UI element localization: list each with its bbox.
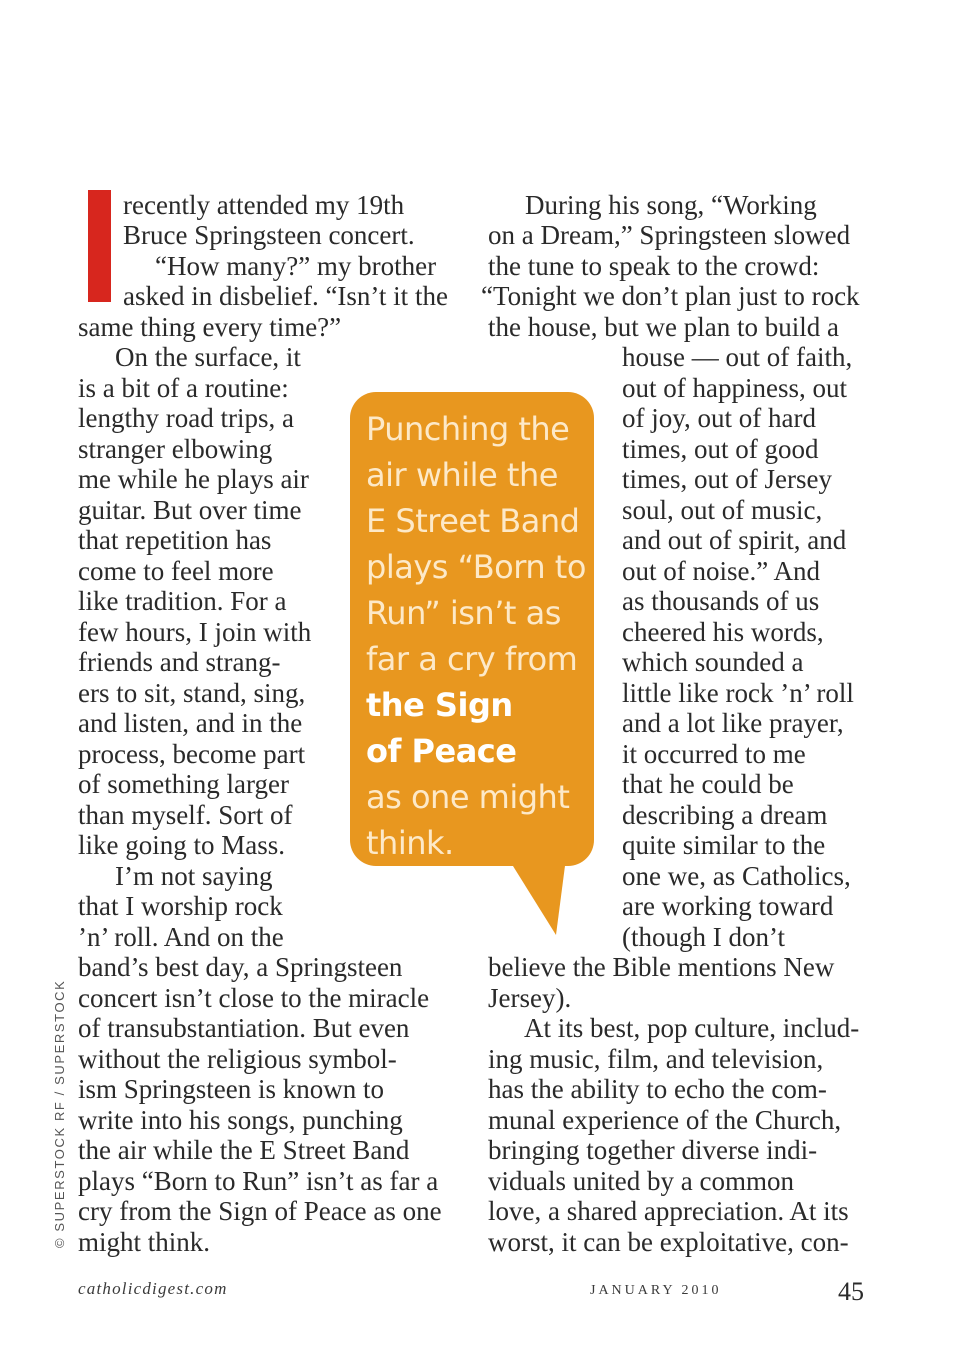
body-line: “How many?” my brother bbox=[155, 251, 437, 281]
body-line: During his song, “Working bbox=[525, 190, 817, 220]
pull-quote-line: Run” isn’t as bbox=[366, 594, 561, 632]
pull-quote-emphasis: the Sign bbox=[366, 686, 513, 724]
body-line: stranger elbowing bbox=[78, 434, 273, 464]
body-line: ’n’ roll. And on the bbox=[78, 922, 284, 952]
body-line: has the ability to echo the com- bbox=[488, 1074, 827, 1104]
body-line: lengthy road trips, a bbox=[78, 403, 294, 433]
body-line: of something larger bbox=[78, 769, 289, 799]
body-line: cheered his words, bbox=[622, 617, 824, 647]
body-line: like tradition. For a bbox=[78, 586, 287, 616]
pull-quote-line: think. bbox=[366, 824, 454, 862]
body-line: friends and strang- bbox=[78, 647, 281, 677]
body-line: come to feel more bbox=[78, 556, 274, 586]
footer-date: JANUARY 2010 bbox=[590, 1283, 722, 1298]
body-line: out of noise.” And bbox=[622, 556, 820, 586]
body-line: Bruce Springsteen concert. bbox=[123, 220, 415, 250]
body-line: is a bit of a routine: bbox=[78, 373, 289, 403]
body-line: little like rock ’n’ roll bbox=[622, 678, 854, 708]
body-line: band’s best day, a Springsteen bbox=[78, 952, 403, 982]
body-line: as thousands of us bbox=[622, 586, 820, 616]
body-line: guitar. But over time bbox=[78, 495, 302, 525]
body-line: ing music, film, and television, bbox=[488, 1044, 824, 1074]
body-line: On the surface, it bbox=[115, 342, 301, 372]
body-line: might think. bbox=[78, 1227, 211, 1257]
pull-quote-line: E Street Band bbox=[366, 502, 580, 540]
body-line: I’m not saying bbox=[115, 861, 273, 891]
body-line: “Tonight we don’t plan just to rock bbox=[481, 281, 860, 311]
body-line: without the religious symbol- bbox=[78, 1044, 397, 1074]
body-line: recently attended my 19th bbox=[123, 190, 405, 220]
body-line: Jersey). bbox=[488, 983, 572, 1013]
body-line: and a lot like prayer, bbox=[622, 708, 844, 738]
body-line: asked in disbelief. “Isn’t it the bbox=[123, 281, 448, 311]
body-line: worst, it can be exploitative, con- bbox=[488, 1227, 849, 1257]
pull-quote-line: as one might bbox=[366, 778, 570, 816]
body-line: the tune to speak to the crowd: bbox=[488, 251, 820, 281]
pull-quote-line: far a cry from bbox=[366, 640, 578, 678]
body-line: of joy, out of hard bbox=[622, 403, 816, 433]
body-line: one we, as Catholics, bbox=[622, 861, 851, 891]
body-line: the air while the E Street Band bbox=[78, 1135, 410, 1165]
body-line: and listen, and in the bbox=[78, 708, 303, 738]
speech-bubble-pointer bbox=[508, 858, 566, 935]
body-line: bringing together diverse indi- bbox=[488, 1135, 818, 1165]
body-line: ers to sit, stand, sing, bbox=[78, 678, 306, 708]
pull-quote-emphasis: of Peace bbox=[366, 732, 517, 770]
body-line: (though I don’t bbox=[622, 922, 785, 952]
body-line: me while he plays air bbox=[78, 464, 309, 494]
body-line: cry from the Sign of Peace as one bbox=[78, 1196, 442, 1226]
body-line: believe the Bible mentions New bbox=[488, 952, 835, 982]
body-line: and out of spirit, and bbox=[622, 525, 847, 555]
page-number: 45 bbox=[838, 1277, 864, 1306]
body-line: concert isn’t close to the miracle bbox=[78, 983, 430, 1013]
body-line: of transubstantiation. But even bbox=[78, 1013, 410, 1043]
body-line: are working toward bbox=[622, 891, 834, 921]
body-line: ism Springsteen is known to bbox=[78, 1074, 385, 1104]
photo-credit: © SUPERSTOCK RF / SUPERSTOCK bbox=[52, 979, 67, 1248]
body-line: like going to Mass. bbox=[78, 830, 285, 860]
body-line: out of happiness, out bbox=[622, 373, 847, 403]
body-line: house — out of faith, bbox=[622, 342, 853, 372]
body-line: describing a dream bbox=[622, 800, 828, 830]
body-line: that repetition has bbox=[78, 525, 272, 555]
body-line: that I worship rock bbox=[78, 891, 283, 921]
pull-quote-line: plays “Born to bbox=[366, 548, 586, 586]
body-line: love, a shared appreciation. At its bbox=[488, 1196, 849, 1226]
body-line: soul, out of music, bbox=[622, 495, 823, 525]
body-line: than myself. Sort of bbox=[78, 800, 293, 830]
body-line: At its best, pop culture, includ- bbox=[524, 1013, 860, 1043]
body-line: that he could be bbox=[622, 769, 794, 799]
body-line: plays “Born to Run” isn’t as far a bbox=[78, 1166, 439, 1196]
body-line: munal experience of the Church, bbox=[488, 1105, 842, 1135]
body-line: same thing every time?” bbox=[78, 312, 342, 342]
pull-quote-line: air while the bbox=[366, 456, 558, 494]
body-line: it occurred to me bbox=[622, 739, 806, 769]
body-line: times, out of good bbox=[622, 434, 819, 464]
body-line: quite similar to the bbox=[622, 830, 826, 860]
body-line: times, out of Jersey bbox=[622, 464, 832, 494]
body-line: few hours, I join with bbox=[78, 617, 312, 647]
body-line: write into his songs, punching bbox=[78, 1105, 403, 1135]
footer-website: catholicdigest.com bbox=[78, 1279, 228, 1298]
pull-quote-line: Punching the bbox=[366, 410, 570, 448]
body-line: viduals united by a common bbox=[488, 1166, 794, 1196]
body-line: process, become part bbox=[78, 739, 306, 769]
body-line: which sounded a bbox=[622, 647, 804, 677]
body-line: on a Dream,” Springsteen slowed bbox=[488, 220, 851, 250]
body-line: the house, but we plan to build a bbox=[488, 312, 839, 342]
